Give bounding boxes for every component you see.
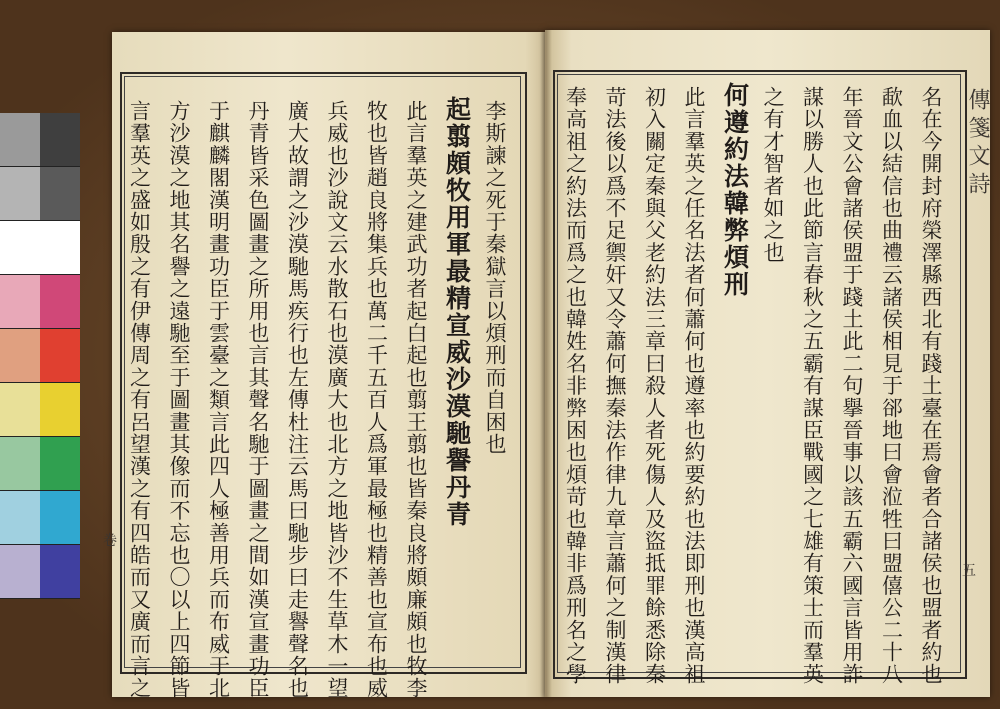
text-column: 初入關定秦與父老約法三章曰殺人者死傷人及盜抵罪餘悉除秦: [642, 86, 667, 686]
checker-swatch: [40, 275, 80, 329]
checker-swatch: [40, 221, 80, 275]
checker-swatch: [0, 437, 40, 491]
text-column: 李斯諫之死于秦獄言以煩刑而自困也: [483, 100, 507, 456]
text-column: 年晉文公會諸侯盟于踐土此二句擧晉事以該五霸六國言皆用詐: [840, 86, 864, 686]
checker-swatch: [40, 329, 80, 383]
checker-swatch: [40, 383, 80, 437]
text-column: 言羣英之盛如殷之有伊傳周之有呂望漢之有四皓而又廣而言之: [127, 100, 152, 700]
text-column: 廣大故謂之沙漠馳馬疾行也左傳杜注云馬曰馳步曰走譽聲名也: [285, 100, 310, 700]
color-checker-strip: [0, 113, 80, 600]
checker-swatch: [40, 113, 80, 167]
right-folio: 五: [962, 563, 976, 579]
text-column: 之有才智者如之也: [761, 86, 785, 264]
checker-swatch: [40, 491, 80, 545]
checker-swatch: [0, 221, 40, 275]
text-column: 此言羣英之建武功者起白起也翦王翦也皆秦良將頗廉頗也牧李: [404, 100, 428, 700]
text-column: 奉高祖之約法而爲之也韓姓名非弊困也煩苛也韓非爲刑名之學: [563, 86, 588, 686]
left-folio: 卷: [103, 533, 117, 549]
text-column: 于麒麟閣漢明畫功臣于雲臺之類言此四人極善用兵而布威于北: [206, 100, 231, 700]
text-column: 兵威也沙說文云水散石也漠廣大也北方之地皆沙不生草木一望: [325, 100, 349, 700]
text-column: 名在今開封府榮澤縣西北有踐土臺在焉會者合諸侯也盟者約也: [919, 86, 943, 686]
checker-swatch: [0, 167, 40, 221]
checker-swatch: [40, 545, 80, 599]
checker-swatch: [40, 167, 80, 221]
text-column: 歃血以結信也曲禮云諸侯相見于郤地曰會涖牲曰盟僖公二十八: [879, 86, 904, 686]
heading-column: 何遵約法韓弊煩刑: [720, 82, 750, 298]
text-column: 丹青皆采色圖畫之所用也言其聲名馳于圖畫之間如漢宣畫功臣: [246, 100, 270, 700]
text-column: 謀以勝人也此節言春秋之五霸有謀臣戰國之七雄有策士而羣英: [800, 86, 825, 686]
heading-column: 起翦頗牧用軍最精宣威沙漠馳譽丹青: [442, 96, 472, 528]
checker-swatch: [0, 545, 40, 599]
text-column: 牧也皆趙良將集兵也萬二千五百人爲軍最極也精善也宣布也威: [364, 100, 389, 700]
checker-swatch: [0, 491, 40, 545]
book-gutter: [540, 30, 552, 697]
checker-swatch: [0, 383, 40, 437]
checker-swatch: [0, 329, 40, 383]
text-column: 苛法後以爲不足禦奸又令蕭何撫秦法作律九章言蕭何之制漢律: [603, 86, 627, 686]
checker-swatch: [40, 437, 80, 491]
checker-swatch: [0, 275, 40, 329]
text-column: 方沙漠之地其名譽之遠馳至于圖畫其像而不忘也〇以上四節皆: [167, 100, 191, 700]
text-column: 此言羣英之任名法者何蕭何也遵率也約要約也法即刑也漢高祖: [682, 86, 706, 686]
checker-swatch: [0, 113, 40, 167]
right-margin-title: 傳箋文詩: [965, 88, 990, 200]
